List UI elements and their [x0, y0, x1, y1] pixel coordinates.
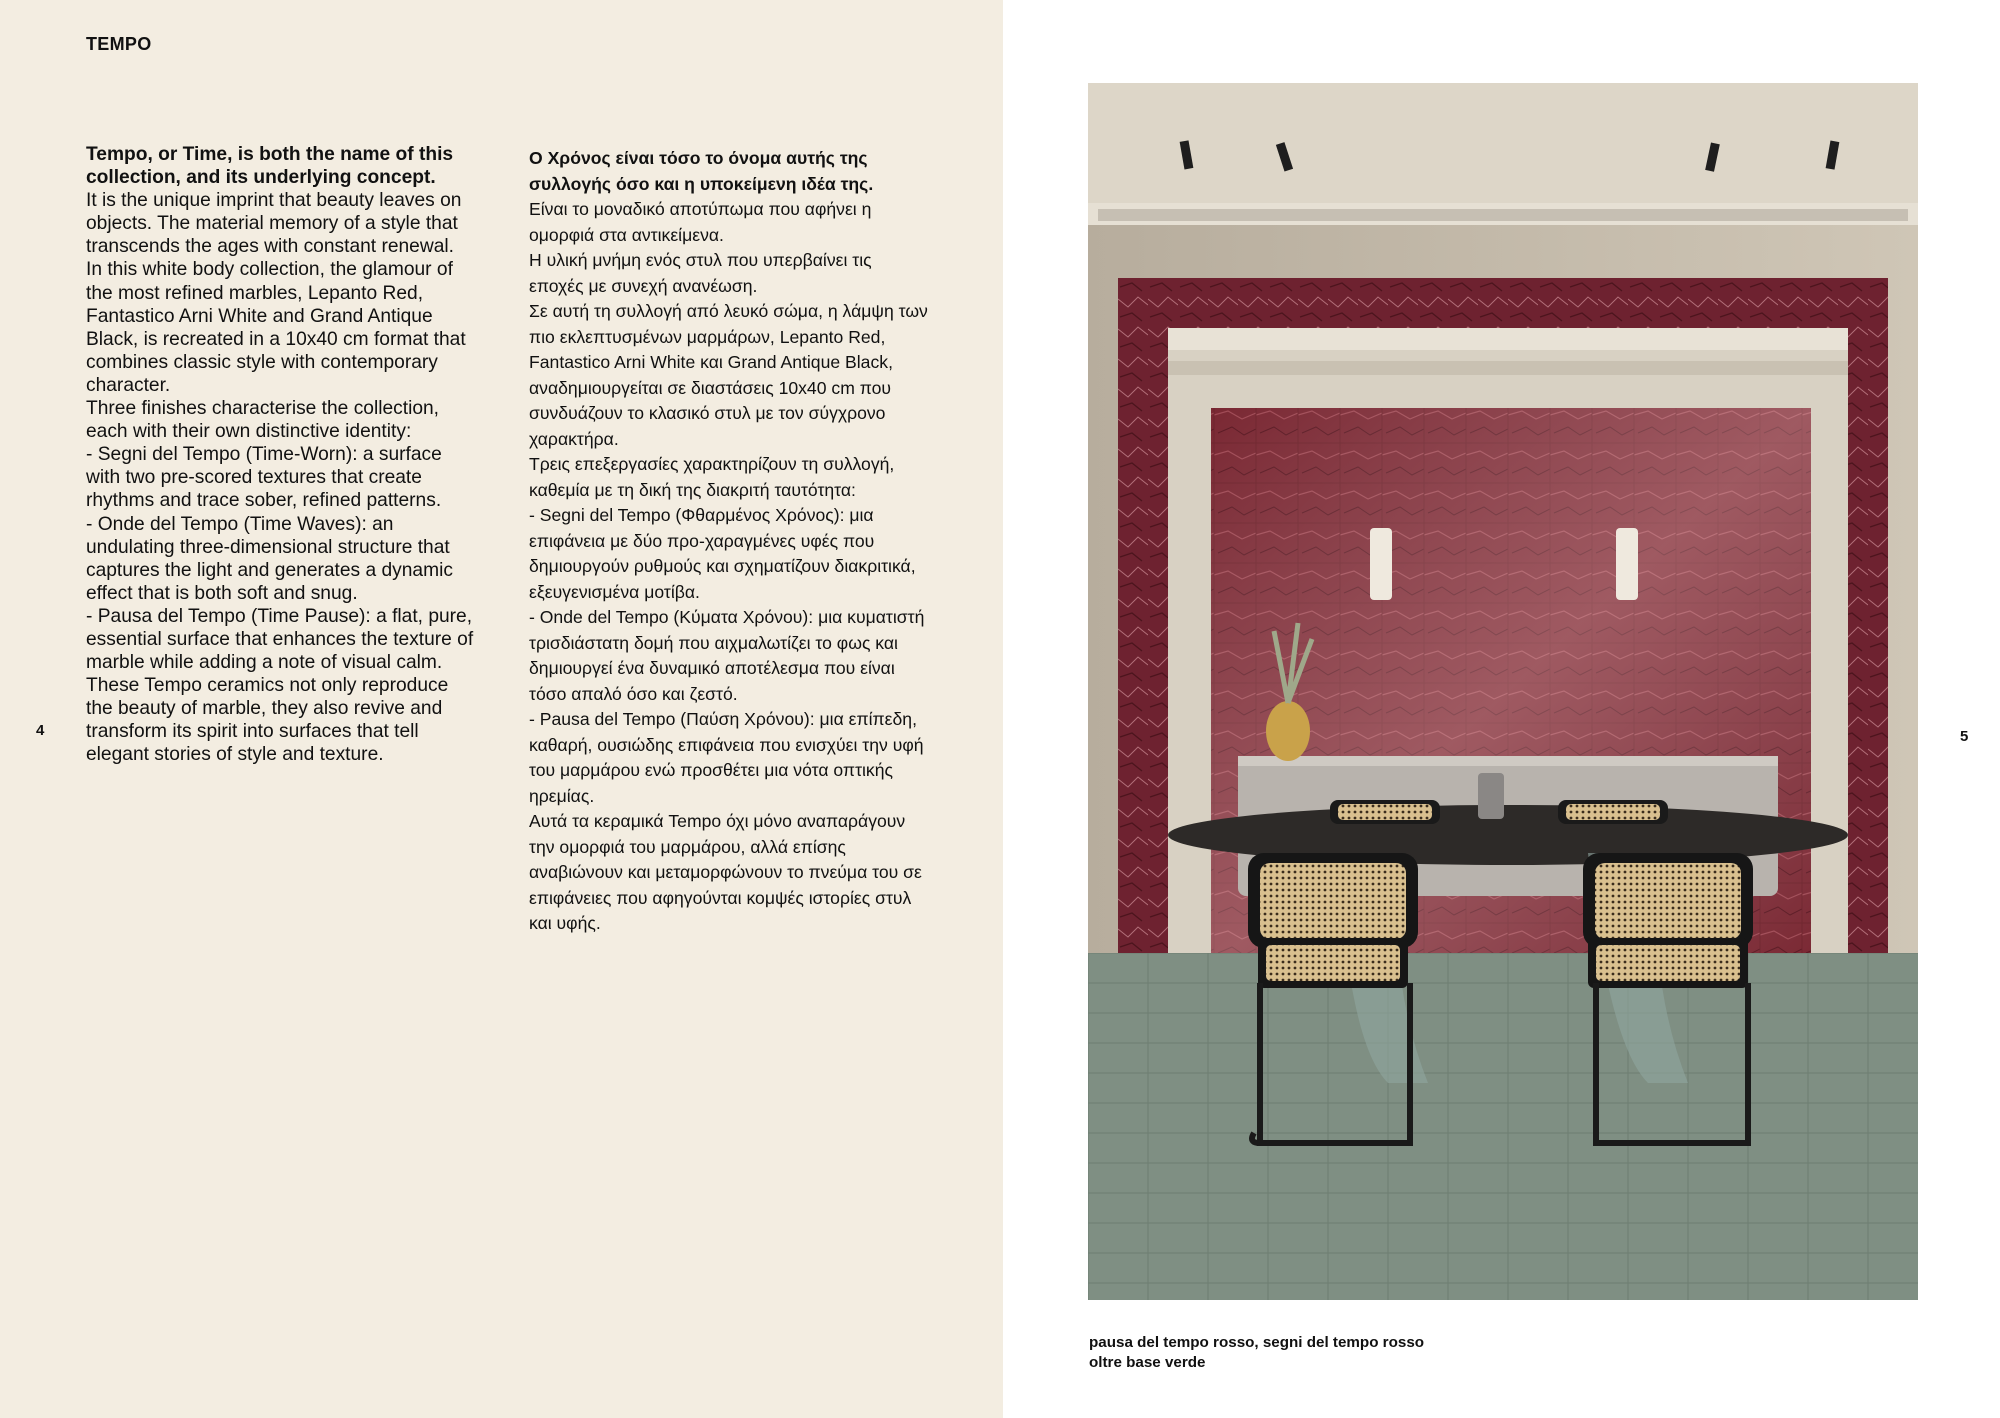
caption-line: pausa del tempo rosso, segni del tempo rosso [1089, 1334, 1425, 1351]
section-title: TEMPO [86, 34, 152, 54]
caption-line: oltre base verde [1089, 1354, 1206, 1371]
greek-paragraph: Αυτά τα κεραμικά Tempo όχι μόνο αναπαράγουν την ομορφιά του μαρμάρου, αλλά επίσης αναβιώνουν και μεταμορφώνουν το πνεύμα του σε επιφάνειες που αφηγούνται κομψές ιστορίες στυλ και υφής. [529, 811, 922, 933]
english-paragraph: - Onde del Tempo (Time Waves): an undulating three-dimensional structure that captures the light and generates a dynamic effect that is both soft and snug. [86, 513, 453, 604]
english-paragraph: It is the unique imprint that beauty leaves on objects. The material memory of a style that transcends the ages with constant renewal. [86, 190, 462, 258]
greek-paragraph: - Segni del Tempo (Φθαρμένος Χρόνος): μια επιφάνεια με δύο προ-χαραγμένες υφές που δημιουργούν ρυθμούς και σχηματίζουν διακριτικά, εξευγενισμένα μοτίβα. [529, 505, 916, 602]
english-paragraph: - Segni del Tempo (Time-Worn): a surface with two pre-scored textures that create rhythms and trace sober, refined patterns. [86, 444, 442, 512]
page-number-right: 5 [1960, 728, 1969, 745]
greek-text-column [529, 146, 929, 937]
interior-photo [1088, 83, 1918, 1300]
greek-paragraph: Είναι το μοναδικό αποτύπωμα που αφήνει η ομορφιά στα αντικείμενα. [529, 199, 872, 245]
english-lead: Tempo, or Time, is both the name of this collection, and its underlying concept. [86, 144, 454, 189]
greek-paragraph: Τρεις επεξεργασίες χαρακτηρίζουν τη συλλογή, καθεμία με τη δική της διακριτή ταυτότητα: [529, 454, 895, 500]
greek-paragraph: Η υλική μνήμη ενός στυλ που υπερβαίνει τις εποχές με συνεχή ανανέωση. [529, 250, 872, 296]
english-paragraph: In this white body collection, the glamour of the most refined marbles, Lepanto Red, Fantastico Arni White and Grand Antique Black, is recreated in a 10x40 cm format that combines classic style with contemporary character. [86, 259, 466, 396]
english-paragraph: These Tempo ceramics not only reproduce the beauty of marble, they also revive and transform its spirit into surfaces that tell elegant stories of style and texture. [86, 675, 449, 766]
english-text-column [86, 143, 474, 767]
greek-lead: Ο Χρόνος είναι τόσο το όνομα αυτής της συλλογής όσο και η υποκείμενη ιδέα της. [529, 148, 874, 194]
greek-paragraph: Σε αυτή τη συλλογή από λευκό σώμα, η λάμψη των πιο εκλεπτυσμένων μαρμάρων, Lepanto Red, Fantastico Arni White και Grand Antique Black, αναδημιουργείται σε διαστάσεις 10x40 cm που συνδυάζουν το κλασικό στυλ με τον σύγχρονο χαρακτήρα. [529, 301, 928, 449]
english-paragraph: - Pausa del Tempo (Time Pause): a flat, pure, essential surface that enhances the texture of marble while adding a note of visual calm. [86, 605, 474, 674]
greek-paragraph: - Onde del Tempo (Κύματα Χρόνου): μια κυματιστή τρισδιάστατη δομή που αιχμαλωτίζει το φως και δημιουργεί ένα δυναμικό αποτέλεσμα που είναι τόσο απαλό όσο και ζεστό. [529, 607, 925, 704]
page-number-left: 4 [36, 722, 45, 739]
greek-paragraph: - Pausa del Tempo (Παύση Χρόνου): μια επίπεδη, καθαρή, ουσιώδης επιφάνεια που ενισχύει την υφή του μαρμάρου ενώ προσθέτει μια νότα οπτικής ηρεμίας. [529, 709, 924, 806]
english-paragraph: Three finishes characterise the collection, each with their own distinctive identity: [86, 398, 440, 443]
photo-caption [1089, 1333, 1509, 1373]
